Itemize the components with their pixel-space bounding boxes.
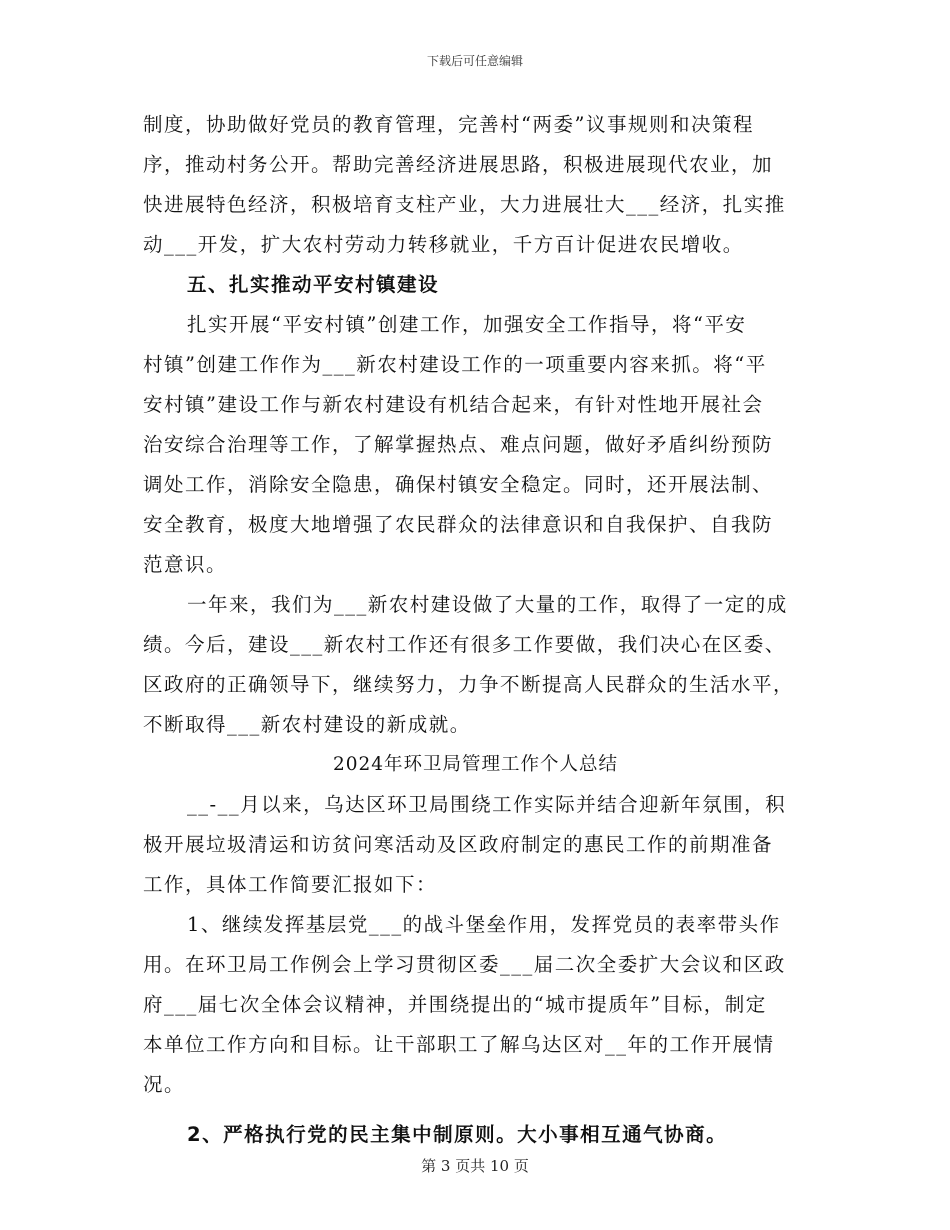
text-line: 不断取得___新农村建设的新成就。 <box>143 713 471 736</box>
page-number-footer: 第 3 页共 10 页 <box>421 1157 529 1175</box>
text-line: 极开展垃圾清运和访贫问寒活动及区政府制定的惠民工作的前期准备 <box>143 833 774 856</box>
text-line: 动___开发，扩大农村劳动力转移就业，千方百计促进农民增收。 <box>143 233 744 256</box>
text-line: __-__月以来，乌达区环卫局围绕工作实际并结合迎新年氛围，积 <box>187 793 787 816</box>
paragraph-intro <box>143 785 808 905</box>
heading-item-2: 2、严格执行党的民主集中制原则。大小事相互通气协商。 <box>187 1123 728 1146</box>
section-title: 2024年环卫局管理工作个人总结 <box>332 754 619 775</box>
text-line: 府___届七次全体会议精神，并围绕提出的“城市提质年”目标，制定 <box>143 993 767 1016</box>
paragraph-party-building <box>143 105 808 265</box>
text-line: 扎实开展“平安村镇”创建工作，加强安全工作指导，将“平安 <box>187 313 747 336</box>
paragraph-item-1 <box>143 905 808 1105</box>
text-line: 调处工作，消除安全隐患，确保村镇安全稳定。同时，还开展法制、 <box>143 473 774 496</box>
text-line: 工作，具体工作简要汇报如下： <box>143 873 438 896</box>
text-line: 安全教育，极度大地增强了农民群众的法律意识和自我保护、自我防 <box>143 513 774 536</box>
paragraph-safe-village <box>143 305 808 585</box>
heading-safe-village: 五、扎实推动平安村镇建设 <box>187 273 440 296</box>
text-line: 区政府的正确领导下，继续努力，力争不断提高人民群众的生活水平， <box>143 673 795 696</box>
document-body <box>143 105 808 1155</box>
text-line: 范意识。 <box>143 553 228 576</box>
text-line: 制度，协助做好党员的教育管理，完善村“两委”议事规则和决策程 <box>143 113 754 136</box>
text-line: 序，推动村务公开。帮助完善经济进展思路，积极进展现代农业，加 <box>143 153 774 176</box>
text-line: 1、继续发挥基层党___的战斗堡垒作用，发挥党员的表率带头作 <box>187 913 781 936</box>
text-line: 治安综合治理等工作，了解掌握热点、难点问题，做好矛盾纠纷预防 <box>143 433 774 456</box>
paragraph-year-summary <box>143 585 808 745</box>
text-line: 用。在环卫局工作例会上学习贯彻区委___届二次全委扩大会议和区政 <box>143 953 786 976</box>
text-line: 一年来，我们为___新农村建设做了大量的工作，取得了一定的成 <box>187 593 788 616</box>
text-line: 绩。今后，建设___新农村工作还有很多工作要做，我们决心在区委、 <box>143 633 786 656</box>
text-line: 快进展特色经济，积极培育支柱产业，大力进展壮大___经济，扎实推 <box>143 193 786 216</box>
text-line: 安村镇”建设工作与新农村建设有机结合起来，有针对性地开展社会 <box>143 393 764 416</box>
text-line: 本单位工作方向和目标。让干部职工了解乌达区对__年的工作开展情 <box>143 1033 775 1056</box>
text-line: 村镇”创建工作作为___新农村建设工作的一项重要内容来抓。将“平 <box>143 353 767 376</box>
page-header-note: 下载后可任意编辑 <box>426 54 523 68</box>
text-line: 况。 <box>143 1073 186 1096</box>
